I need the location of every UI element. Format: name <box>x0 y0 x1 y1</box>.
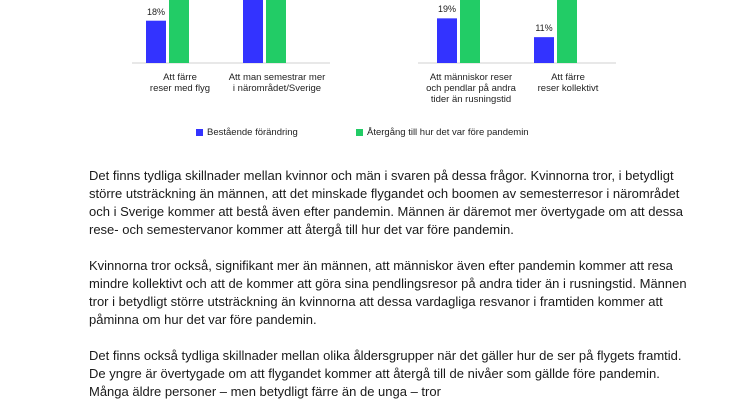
bar-series1-cat4 <box>534 37 554 63</box>
data-label-s1-c3: 19% <box>437 4 456 15</box>
data-label-s1-c1: 18% <box>146 6 165 17</box>
category-label-2: Att man semestrar mer i närområdet/Sverige <box>228 72 326 94</box>
bar-chart <box>0 0 746 150</box>
legend-item-bestaende: Bestående förändring <box>196 127 298 138</box>
legend-swatch-blue <box>196 129 203 136</box>
category-label-1: Att färre reser med flyg <box>149 72 211 94</box>
body-text <box>89 167 689 419</box>
legend-item-atergang: Återgång till hur det var före pandemin <box>356 127 529 138</box>
bar-series1-cat2 <box>243 0 263 63</box>
data-label-s1-c4: 11% <box>535 23 553 34</box>
category-label-4: Att färre reser kollektivt <box>537 72 599 94</box>
bar-series1-cat3 <box>437 18 457 63</box>
legend-swatch-green <box>356 129 363 136</box>
paragraph-3: Det finns också tydliga skillnader mellan olika åldersgrupper när det gäller hur de ser på flygets framtid. De yngre är övertygade om att flygandet kommer att återgå till de nivåer som gällde före pandemin. Många äldre personer – men betydligt färre än de unga – tror <box>89 348 682 399</box>
category-label-3: Att människor reser och pendlar på andra tider än rusningstid <box>426 72 516 105</box>
bar-series1-cat1 <box>146 21 166 63</box>
bar-series2-cat2 <box>266 0 286 63</box>
paragraph-1: Det finns tydliga skillnader mellan kvinnor och män i svaren på dessa frågor. Kvinnorna tror, i betydligt större utsträckning än männen, att det minskade flygandet och boomen av semesterresor i närområdet och i Sverige kommer att bestå även efter pandemin. Männen är däremot mer övertygade om att dessa rese- och semestervanor kommer att återgå till hur det var före pandemin. <box>89 168 683 237</box>
paragraph-2: Kvinnorna tror också, signifikant mer än männen, att människor även efter pandemin kommer att resa mindre kollektivt och att de kommer att göra sina pendlingsresor på andra tider än i rusningstid. Männen tror i betydligt större utsträckning än kvinnorna att dessa vardagliga resvanor i framtiden kommer att påminna om hur det var före pandemin. <box>89 258 687 327</box>
